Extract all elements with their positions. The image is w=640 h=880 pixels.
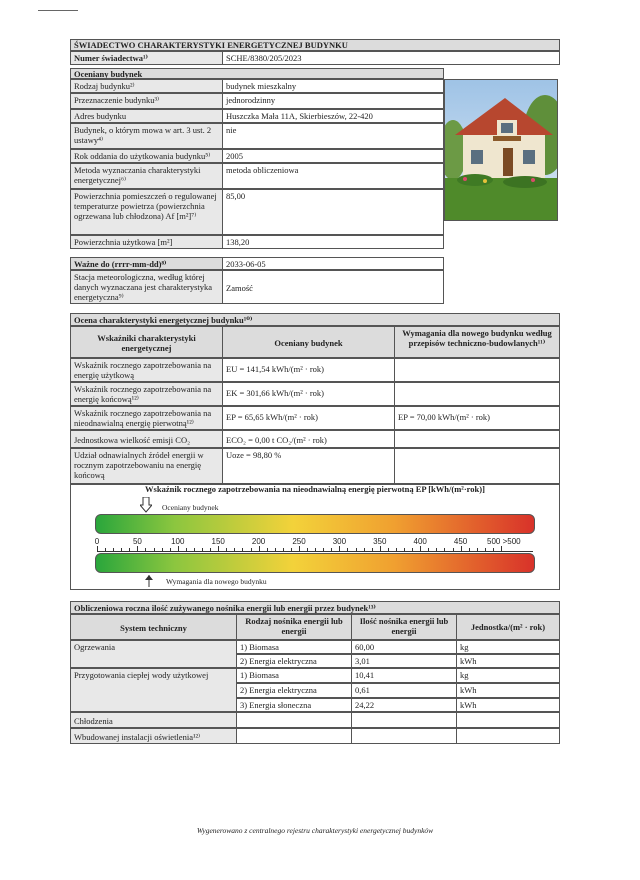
building-label: Rodzaj budynku²⁾ <box>70 79 223 93</box>
energy-header-unit: Jednostka/(m² · rok) <box>456 614 560 640</box>
rating-label: Wskaźnik rocznego zapotrzebowania na nieodnawialną energię pierwotną¹²⁾ <box>70 406 223 430</box>
rating-value: EU = 141,54 kWh/(m² · rok) <box>222 358 395 382</box>
valid-until-label: Ważne do (rrrr-mm-dd)⁸⁾ <box>70 257 223 270</box>
scale-tick <box>202 548 203 552</box>
energy-header-system: System techniczny <box>70 614 237 640</box>
scale-tick <box>501 546 502 552</box>
energy-amount: 10,41 <box>351 668 457 683</box>
scale-tick <box>356 548 357 552</box>
scale-tick <box>372 548 373 552</box>
scale-tick <box>275 548 276 552</box>
ep-gradient-bar-bottom <box>95 553 535 573</box>
building-photo <box>444 79 558 221</box>
footer-note: Wygenerowano z centralnego rejestru charakterystyki energetycznej budynków <box>196 826 434 835</box>
building-marker-icon <box>140 497 152 513</box>
scale-tick <box>453 548 454 552</box>
scale-tick <box>299 546 300 552</box>
energy-unit: kWh <box>456 683 560 698</box>
scale-building-label: Oceniany budynek <box>162 503 219 512</box>
scale-tick <box>477 548 478 552</box>
scale-tick-label: 450 <box>453 537 468 546</box>
energy-carrier <box>236 712 352 728</box>
rating-value: ECO₂ = 0,00 t CO₂/(m² · rok) <box>222 430 395 448</box>
scale-tick <box>315 548 316 552</box>
scale-tick <box>347 548 348 552</box>
scale-tick-label: 50 <box>132 537 142 546</box>
scale-tick <box>364 548 365 552</box>
scale-tick <box>162 548 163 552</box>
section-rating: Ocena charakterystyki energetycznej budynku¹⁰⁾ <box>70 313 560 326</box>
energy-carrier: 3) Energia słoneczna <box>236 698 352 712</box>
scale-tick <box>428 548 429 552</box>
building-value: metoda obliczeniowa <box>222 163 444 189</box>
station-value: Zamość <box>222 270 444 304</box>
rating-value: EK = 301,66 kWh/(m² · rok) <box>222 382 395 406</box>
rating-label: Wskaźnik rocznego zapotrzebowania na energię końcową¹²⁾ <box>70 382 223 406</box>
energy-amount: 3,01 <box>351 654 457 668</box>
rating-value: Uoze = 98,80 % <box>222 448 395 484</box>
building-value: 138,20 <box>222 235 444 249</box>
scale-tick <box>121 548 122 552</box>
scale-tick <box>380 546 381 552</box>
scale-tick <box>234 548 235 552</box>
energy-amount: 60,00 <box>351 640 457 654</box>
scale-tick-label: 250 <box>292 537 306 546</box>
building-value: jednorodzinny <box>222 93 444 109</box>
requirement-marker-icon <box>144 574 154 586</box>
rating-requirement <box>394 430 560 448</box>
building-label: Powierzchnia pomieszczeń o regulowanej temperaturze powietrza (powierzchnia ogrzewana lub chłodzona) Af [m²]⁷⁾ <box>70 189 223 235</box>
scale-tick <box>194 548 195 552</box>
scale-tick-label: 0 <box>94 537 100 546</box>
scale-title: Wskaźnik rocznego zapotrzebowania na nieodnawialną energię pierwotną EP [kWh/(m²·rok)] <box>145 484 485 494</box>
building-label: Rok oddania do użytkowania budynku⁵⁾ <box>70 149 223 163</box>
scale-tick <box>105 548 106 552</box>
scale-tick <box>323 548 324 552</box>
scale-tick <box>129 548 130 552</box>
cert-number-label: Numer świadectwa¹⁾ <box>70 51 223 65</box>
scale-tick-label: 500 >500 <box>487 537 521 546</box>
building-label: Metoda wyznaczania charakterystyki energetycznej⁶⁾ <box>70 163 223 189</box>
scale-tick <box>412 548 413 552</box>
scale-tick <box>436 548 437 552</box>
scale-tick <box>339 546 340 552</box>
rating-requirement <box>394 448 560 484</box>
section-energy: Obliczeniowa roczna ilość zużywanego nośnika energii lub energii przez budynek¹³⁾ <box>70 601 560 614</box>
energy-carrier <box>236 728 352 744</box>
energy-carrier: 1) Biomasa <box>236 668 352 683</box>
energy-header-amount: Ilość nośnika energii lub energii <box>351 614 457 640</box>
scale-tick <box>420 546 421 552</box>
section-building: Oceniany budynek <box>70 68 444 79</box>
scale-tick <box>259 546 260 552</box>
energy-system-lighting: Wbudowanej instalacji oświetlenia¹²⁾ <box>70 728 237 744</box>
energy-unit: kWh <box>456 654 560 668</box>
energy-system-heating: Ogrzewania <box>70 640 237 668</box>
energy-unit <box>456 728 560 744</box>
scale-tick <box>251 548 252 552</box>
scale-tick <box>485 548 486 552</box>
scale-tick <box>267 548 268 552</box>
energy-unit <box>456 712 560 728</box>
ep-gradient-bar-top <box>95 514 535 534</box>
scale-tick-label: 100 <box>171 537 185 546</box>
energy-amount <box>351 712 457 728</box>
scale-tick-label: 300 <box>332 537 347 546</box>
scale-tick <box>283 548 284 552</box>
rating-requirement <box>394 382 560 406</box>
scale-tick-label: 150 <box>211 537 225 546</box>
building-value: nie <box>222 123 444 149</box>
building-value: Huszczka Mała 11A, Skierbieszów, 22-420 <box>222 109 444 123</box>
rating-header-requirements: Wymagania dla nowego budynku według przepisów techniczno-budowlanych¹¹⁾ <box>394 326 560 358</box>
scale-tick-label: 350 <box>373 537 387 546</box>
rating-requirement: EP = 70,00 kWh/(m² · rok) <box>394 406 560 430</box>
station-label: Stacja meteorologiczna, według której danych wyznaczana jest charakterystyka energetyczna⁹⁾ <box>70 270 223 304</box>
energy-unit: kg <box>456 668 560 683</box>
energy-amount <box>351 728 457 744</box>
energy-header-carrier: Rodzaj nośnika energii lub energii <box>236 614 352 640</box>
energy-carrier: 1) Biomasa <box>236 640 352 654</box>
scale-tick <box>186 548 187 552</box>
scale-tick <box>97 546 98 552</box>
scale-tick <box>242 548 243 552</box>
scale-tick <box>154 548 155 552</box>
scan-mark <box>38 10 78 11</box>
energy-system-hot-water: Przygotowania ciepłej wody użytkowej <box>70 668 237 712</box>
scale-tick <box>444 548 445 552</box>
building-label: Przeznaczenie budynku³⁾ <box>70 93 223 109</box>
scale-tick <box>145 548 146 552</box>
rating-value: EP = 65,65 kWh/(m² · rok) <box>222 406 395 430</box>
energy-carrier: 2) Energia elektryczna <box>236 654 352 668</box>
scale-tick <box>331 548 332 552</box>
scale-tick <box>170 548 171 552</box>
scale-tick <box>210 548 211 552</box>
rating-label: Jednostkowa wielkość emisji CO₂ <box>70 430 223 448</box>
rating-label: Wskaźnik rocznego zapotrzebowania na energię użytkową <box>70 358 223 382</box>
scale-tick-label: 200 <box>251 537 266 546</box>
valid-until-value: 2033-06-05 <box>222 257 444 270</box>
building-value: 85,00 <box>222 189 444 235</box>
building-label: Budynek, o którym mowa w art. 3 ust. 2 ustawy⁴⁾ <box>70 123 223 149</box>
energy-amount: 24,22 <box>351 698 457 712</box>
energy-amount: 0,61 <box>351 683 457 698</box>
scale-tick <box>396 548 397 552</box>
scale-tick <box>137 546 138 552</box>
rating-header-building: Oceniany budynek <box>222 326 395 358</box>
energy-unit: kWh <box>456 698 560 712</box>
energy-system-cooling: Chłodzenia <box>70 712 237 728</box>
scale-tick <box>307 548 308 552</box>
building-value: 2005 <box>222 149 444 163</box>
building-value: budynek mieszkalny <box>222 79 444 93</box>
rating-requirement <box>394 358 560 382</box>
scale-tick <box>493 548 494 552</box>
scale-tick <box>218 546 219 552</box>
scale-tick <box>113 548 114 552</box>
energy-unit: kg <box>456 640 560 654</box>
scale-tick-label: 400 <box>413 537 427 546</box>
cert-number-value: SCHE/8380/205/2023 <box>222 51 560 65</box>
scale-tick <box>226 548 227 552</box>
scale-tick <box>404 548 405 552</box>
rating-label: Udział odnawialnych źródeł energii w rocznym zapotrzebowaniu na energię końcową <box>70 448 223 484</box>
scale-tick <box>178 546 179 552</box>
scale-tick <box>388 548 389 552</box>
rating-header-indicators: Wskaźniki charakterystyki energetycznej <box>70 326 223 358</box>
scale-tick <box>291 548 292 552</box>
energy-carrier: 2) Energia elektryczna <box>236 683 352 698</box>
building-label: Powierzchnia użytkowa [m²] <box>70 235 223 249</box>
scale-requirement-label: Wymagania dla nowego budynku <box>166 577 267 586</box>
scale-tick <box>469 548 470 552</box>
scale-tick <box>461 546 462 552</box>
certificate-title: ŚWIADECTWO CHARAKTERYSTYKI ENERGETYCZNEJ BUDYNKU <box>70 39 560 51</box>
building-label: Adres budynku <box>70 109 223 123</box>
